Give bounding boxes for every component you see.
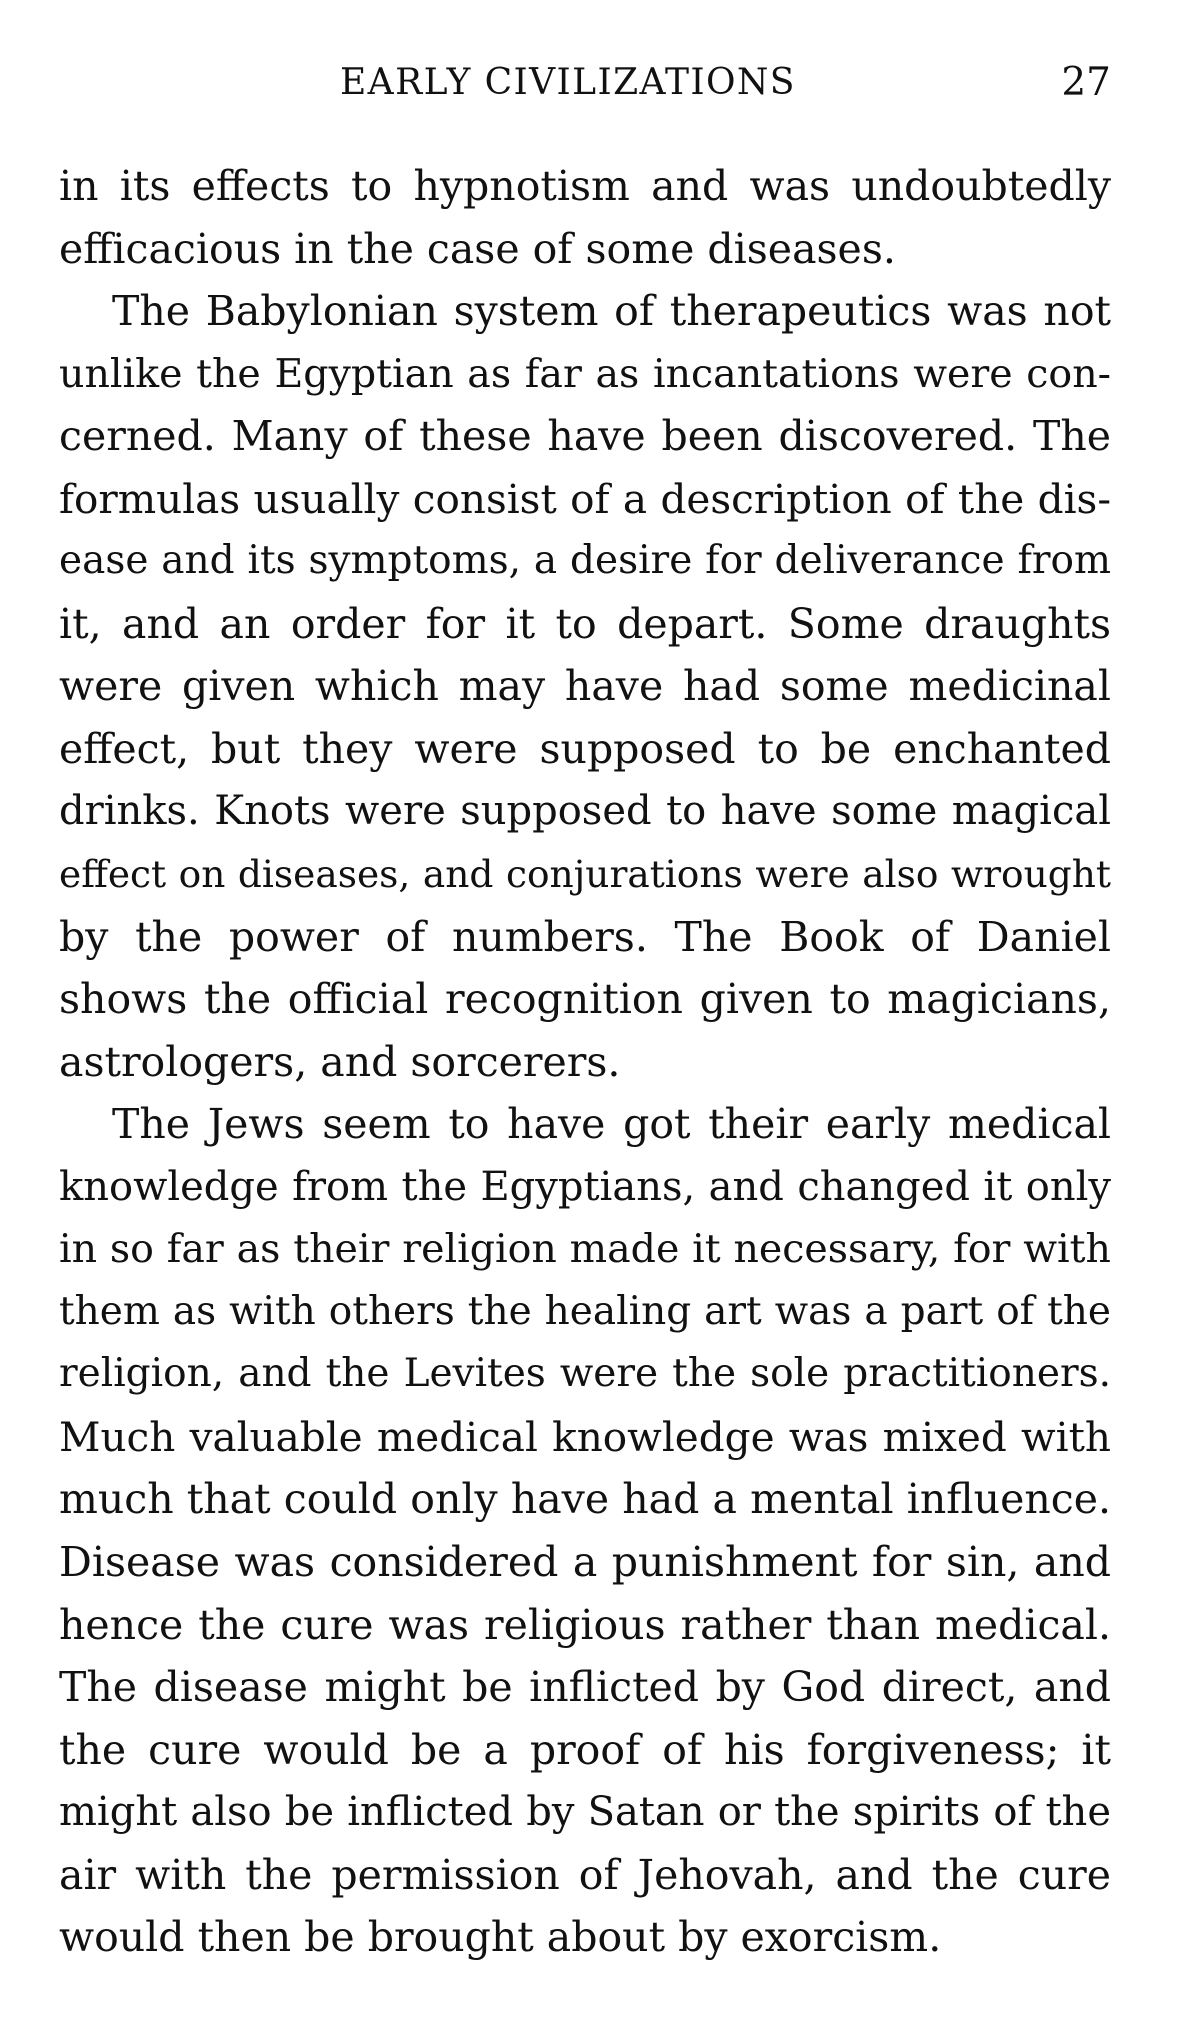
- running-title: EARLY CIVILIZATIONS: [340, 62, 796, 103]
- text-line: the cure would be a proof of his forgiveness; it: [59, 1725, 1111, 1774]
- text-line: shows the official recognition given to magicians,: [59, 975, 1111, 1024]
- text-line: cerned. Many of these have been discovered. The: [59, 412, 1111, 461]
- paragraph-1: [59, 155, 1111, 280]
- running-head: [59, 56, 1111, 110]
- text-line: religion, and the Levites were the sole practitioners.: [59, 1351, 1111, 1397]
- page-number: 27: [1061, 60, 1111, 105]
- text-line: hence the cure was religious rather than medical.: [59, 1600, 1111, 1649]
- text-line: The disease might be inflicted by God direct, and: [59, 1663, 1111, 1712]
- text-line: unlike the Egyptian as far as incantations were con-: [59, 350, 1111, 397]
- text-line: in so far as their religion made it necessary, for with: [59, 1226, 1111, 1273]
- text-line: by the power of numbers. The Book of Daniel: [59, 912, 1111, 961]
- text-line: them as with others the healing art was a part of the: [59, 1288, 1111, 1334]
- paragraph-3: [59, 1093, 1111, 1969]
- text-line: were given which may have had some medicinal: [59, 662, 1111, 711]
- text-line: Much valuable medical knowledge was mixed with: [59, 1412, 1111, 1461]
- text-line: effect on diseases, and conjurations were also wrought: [59, 852, 1111, 897]
- text-line: much that could only have had a mental influence.: [59, 1475, 1111, 1524]
- text-line: ease and its symptoms, a desire for deliverance from: [59, 538, 1111, 584]
- text-line: Disease was considered a punishment for sin, and: [59, 1538, 1111, 1587]
- text-line: air with the permission of Jehovah, and the cure: [59, 1850, 1111, 1899]
- text-line: drinks. Knots were supposed to have some magical: [59, 788, 1111, 835]
- text-line: astrologers, and sorcerers.: [59, 1037, 621, 1086]
- text-line: efficacious in the case of some diseases.: [59, 224, 896, 273]
- text-line: might also be inflicted by Satan or the spirits of the: [59, 1789, 1111, 1836]
- text-line: formulas usually consist of a description of the dis-: [59, 474, 1111, 523]
- text-line: effect, but they were supposed to be enchanted: [59, 724, 1111, 773]
- paragraph-2: [59, 280, 1111, 1093]
- text-line: The Babylonian system of therapeutics was not: [112, 287, 1111, 336]
- text-line: knowledge from the Egyptians, and changed it only: [59, 1163, 1111, 1210]
- text-line: The Jews seem to have got their early medical: [112, 1100, 1111, 1149]
- body-text: [59, 155, 1111, 1969]
- text-line: in its effects to hypnotism and was undoubtedly: [59, 162, 1111, 210]
- text-line: it, and an order for it to depart. Some draughts: [59, 599, 1111, 648]
- text-line: would then be brought about by exorcism.: [59, 1913, 942, 1962]
